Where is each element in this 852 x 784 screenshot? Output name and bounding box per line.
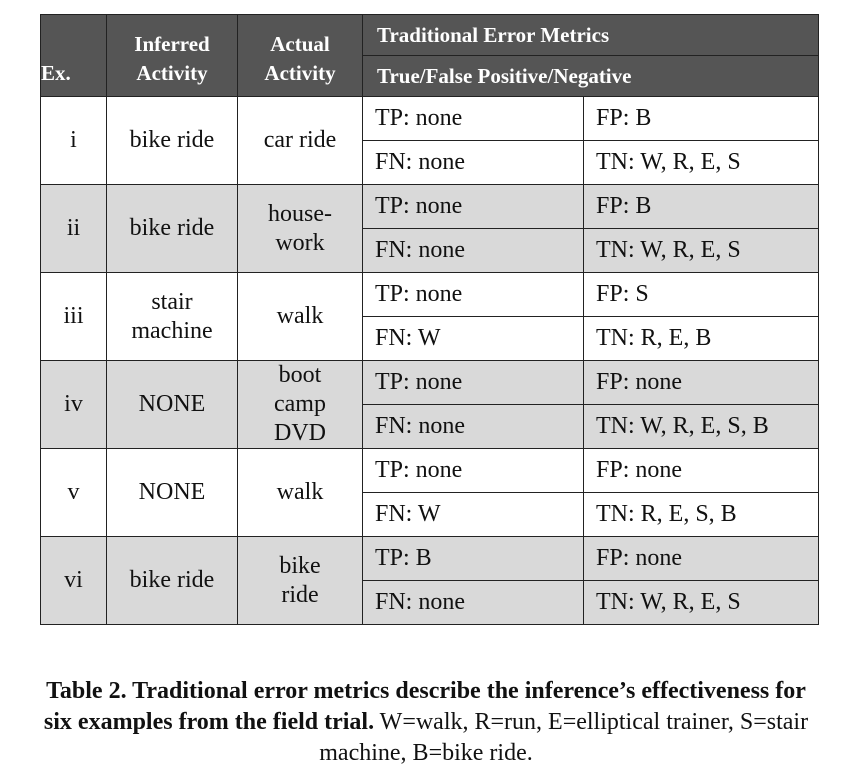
cell-ex: vi — [41, 537, 107, 625]
cell-false-positive: FP: none — [584, 449, 819, 493]
actual-activity-line: camp — [274, 391, 326, 417]
cell-inferred-activity — [107, 185, 238, 273]
table-row — [41, 449, 819, 493]
header-actual-line1: Actual — [270, 32, 330, 56]
cell-false-positive: FP: none — [584, 361, 819, 405]
header-ex: Ex. — [41, 15, 107, 97]
cell-true-negative: TN: R, E, S, B — [584, 493, 819, 537]
actual-activity-line: walk — [276, 303, 324, 329]
cell-false-negative: FN: none — [363, 141, 584, 185]
actual-activity-line: bike — [279, 552, 321, 579]
table-row — [41, 97, 819, 141]
header-metrics-subtitle: True/False Positive/Negative — [363, 56, 819, 97]
actual-activity-line: ride — [281, 581, 319, 608]
table-row — [41, 185, 819, 229]
cell-true-positive: TP: none — [363, 361, 584, 405]
cell-false-negative: FN: W — [363, 493, 584, 537]
cell-true-positive: TP: none — [363, 273, 584, 317]
cell-true-negative: TN: W, R, E, S, B — [584, 405, 819, 449]
inferred-activity-line: machine — [131, 317, 213, 344]
cell-inferred-activity — [107, 449, 238, 537]
table-header — [41, 15, 819, 97]
table-caption — [30, 676, 822, 769]
caption-rest: W=walk, R=run, E=elliptical trainer, S=stair machine, B=bike ride. — [319, 709, 809, 766]
cell-actual-activity — [238, 97, 363, 185]
cell-ex: iv — [41, 361, 107, 449]
header-inferred-activity — [107, 15, 238, 97]
cell-false-negative: FN: W — [363, 317, 584, 361]
table-row — [41, 273, 819, 317]
actual-activity-line: walk — [276, 479, 324, 505]
header-inferred-line2: Activity — [136, 61, 208, 85]
header-metrics-title: Traditional Error Metrics — [363, 15, 819, 56]
cell-ex: i — [41, 97, 107, 185]
cell-inferred-activity — [107, 97, 238, 185]
cell-true-positive: TP: none — [363, 449, 584, 493]
cell-false-positive: FP: none — [584, 537, 819, 581]
actual-activity-line: DVD — [274, 420, 326, 446]
cell-true-negative: TN: W, R, E, S — [584, 141, 819, 185]
actual-activity-line: boot — [278, 362, 322, 388]
header-actual-line2: Activity — [264, 61, 336, 85]
inferred-activity-line: bike ride — [129, 215, 215, 241]
cell-actual-activity — [238, 361, 363, 449]
inferred-activity-line: bike ride — [129, 127, 215, 153]
inferred-activity-line: NONE — [138, 479, 206, 505]
inferred-activity-line: stair — [151, 288, 193, 315]
error-metrics-table — [40, 14, 819, 625]
cell-actual-activity — [238, 449, 363, 537]
cell-actual-activity — [238, 537, 363, 625]
header-actual-activity — [238, 15, 363, 97]
cell-false-positive: FP: S — [584, 273, 819, 317]
actual-activity-line: house- — [268, 200, 332, 227]
table-body — [41, 97, 819, 625]
cell-true-negative: TN: W, R, E, S — [584, 229, 819, 273]
cell-inferred-activity — [107, 273, 238, 361]
inferred-activity-line: bike ride — [129, 567, 215, 593]
caption-bold: Table 2. Traditional error metrics describe the inference’s effectiveness for six examples from the field trial. — [43, 678, 806, 735]
cell-true-positive: TP: B — [363, 537, 584, 581]
table-row — [41, 361, 819, 405]
inferred-activity-line: NONE — [138, 391, 206, 417]
cell-inferred-activity — [107, 361, 238, 449]
cell-false-positive: FP: B — [584, 97, 819, 141]
header-inferred-line1: Inferred — [134, 32, 210, 56]
actual-activity-line: work — [275, 229, 325, 256]
cell-ex: v — [41, 449, 107, 537]
table-row — [41, 537, 819, 581]
cell-actual-activity — [238, 185, 363, 273]
cell-ex: iii — [41, 273, 107, 361]
cell-true-negative: TN: W, R, E, S — [584, 581, 819, 625]
cell-false-negative: FN: none — [363, 405, 584, 449]
cell-false-positive: FP: B — [584, 185, 819, 229]
cell-false-negative: FN: none — [363, 581, 584, 625]
cell-true-negative: TN: R, E, B — [584, 317, 819, 361]
cell-actual-activity — [238, 273, 363, 361]
cell-ex: ii — [41, 185, 107, 273]
cell-inferred-activity — [107, 537, 238, 625]
cell-false-negative: FN: none — [363, 229, 584, 273]
cell-true-positive: TP: none — [363, 185, 584, 229]
cell-true-positive: TP: none — [363, 97, 584, 141]
actual-activity-line: car ride — [263, 127, 337, 153]
